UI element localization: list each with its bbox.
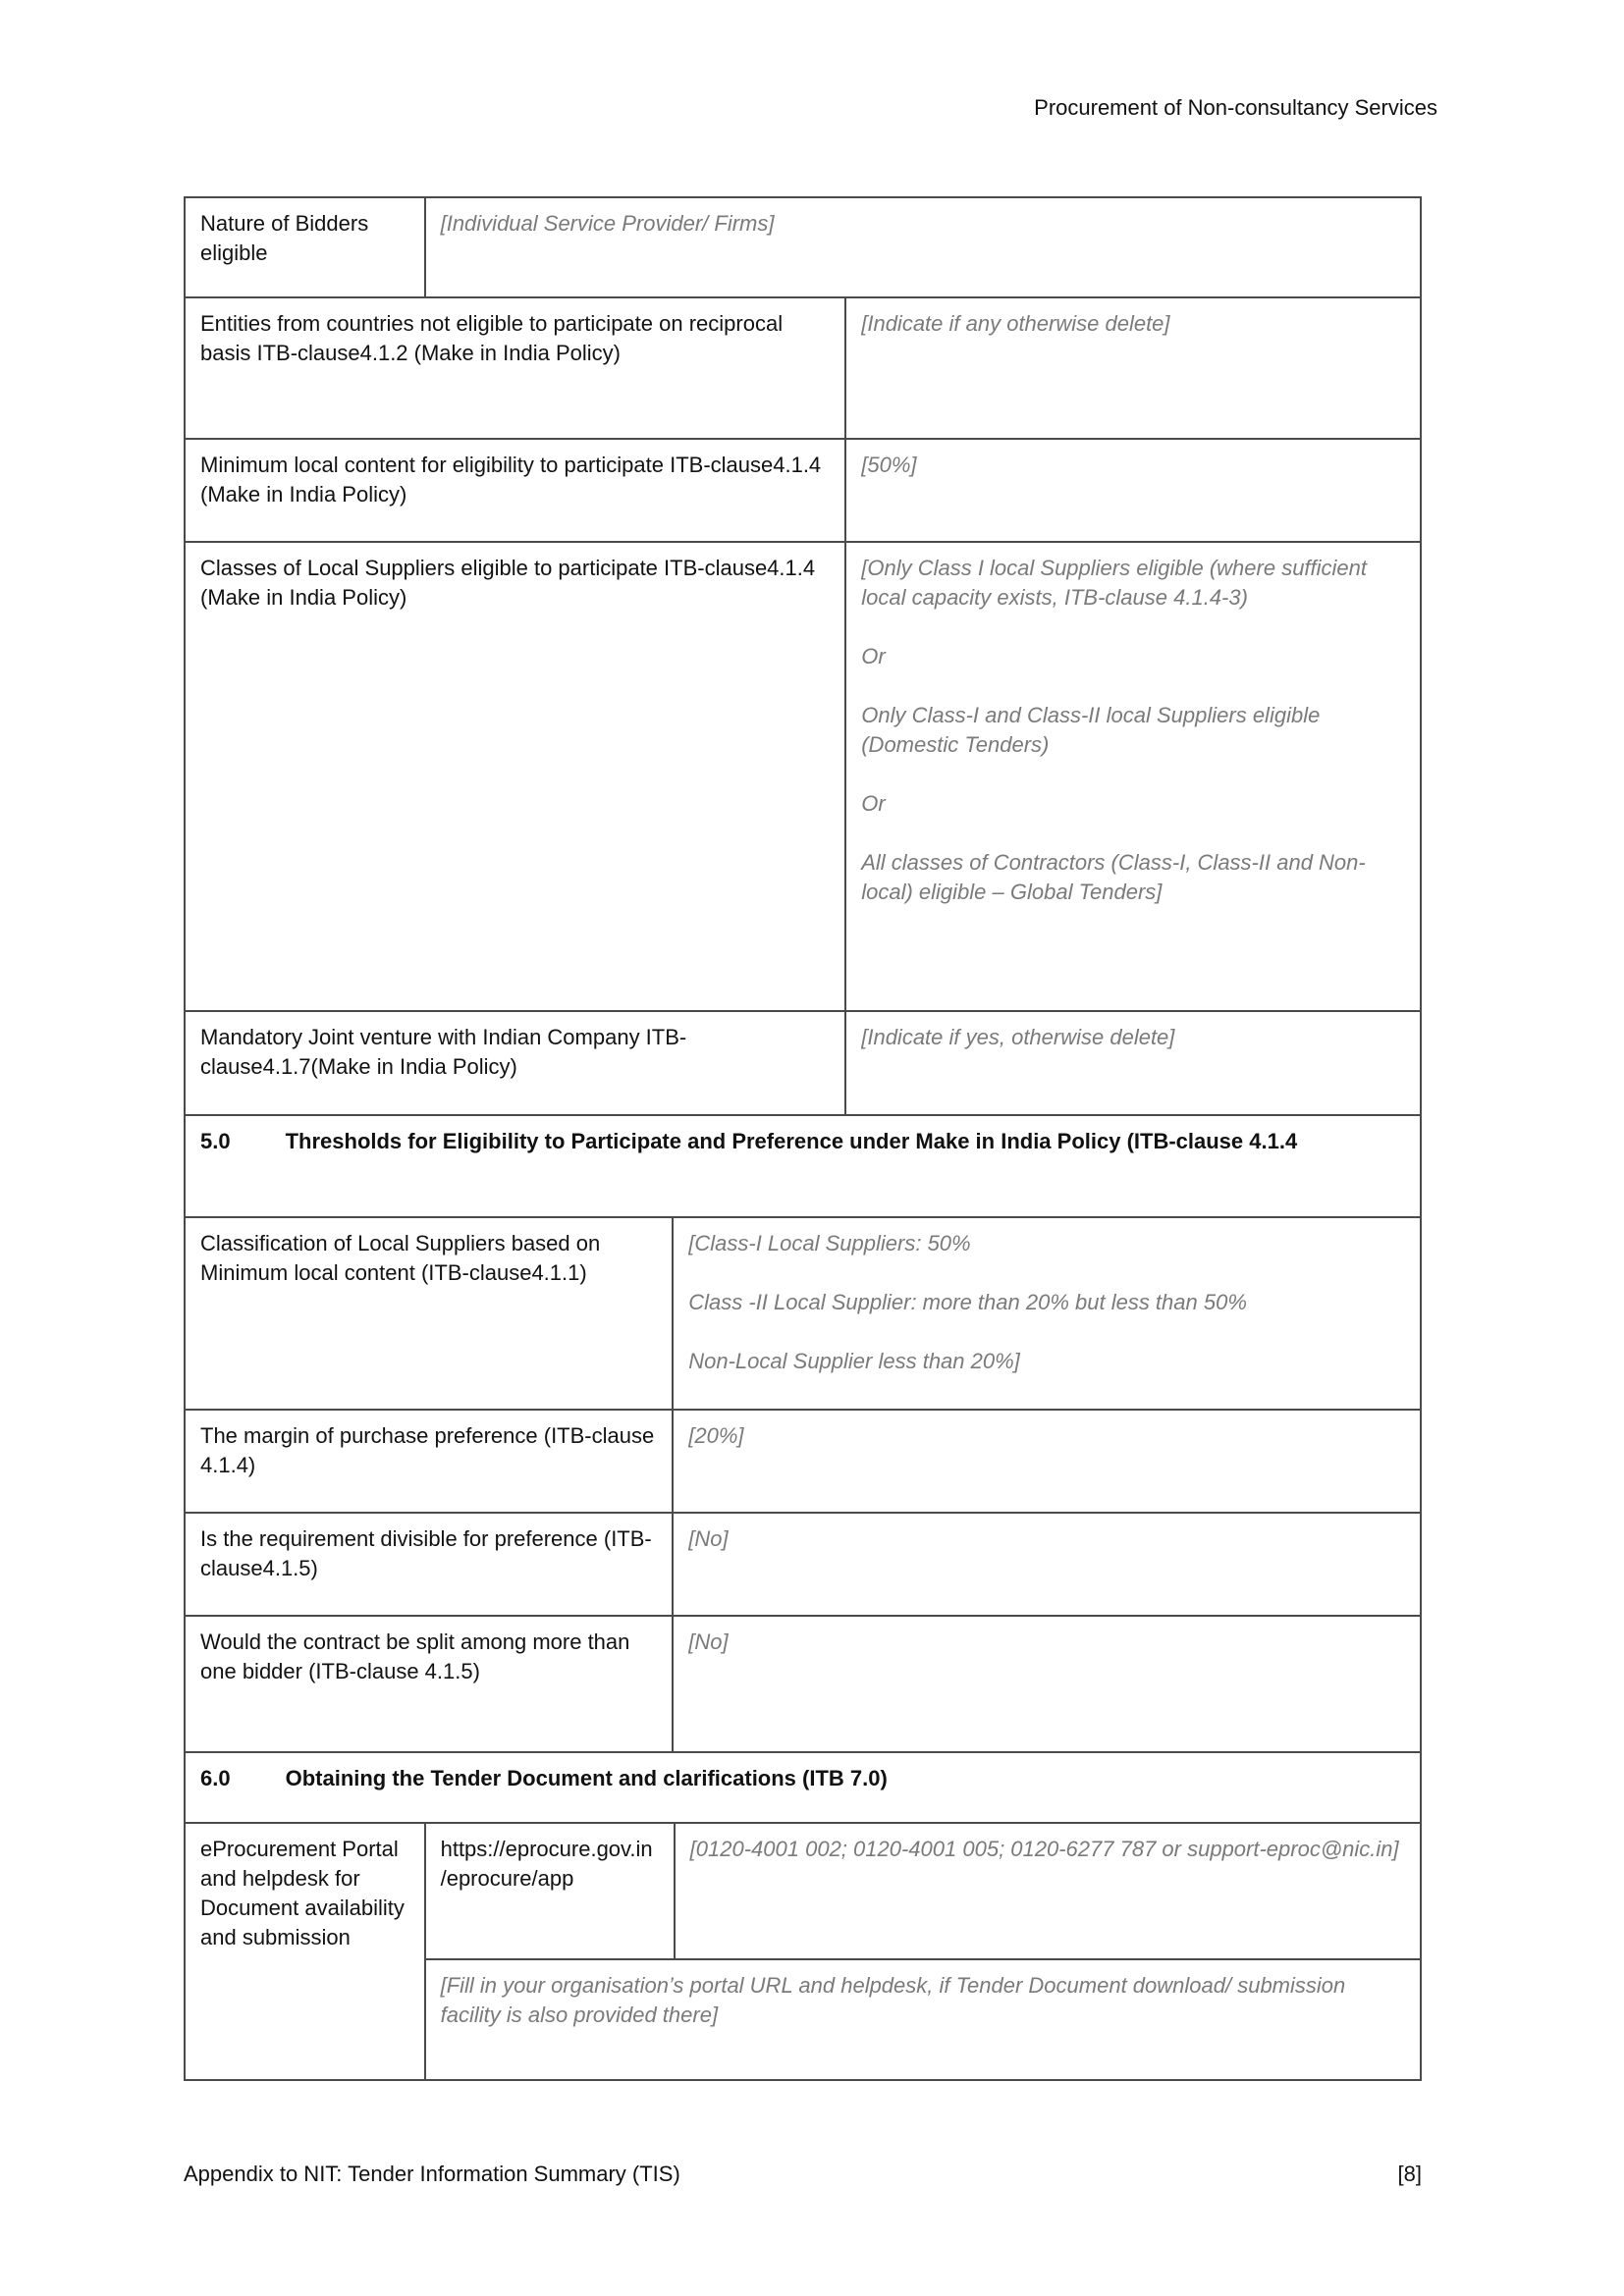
section-5-title: Thresholds for Eligibility to Participate and Preference under Make in India Policy (ITB-clause 4.1.4 bbox=[285, 1129, 1298, 1153]
nature-value: [Individual Service Provider/ Firms] bbox=[424, 198, 1420, 296]
row-section-5-header bbox=[186, 1116, 1420, 1218]
row-minimum-local-content bbox=[186, 440, 1420, 543]
section-5-number: 5.0 bbox=[200, 1129, 231, 1153]
row-entities-not-eligible bbox=[186, 298, 1420, 440]
section-5-heading bbox=[186, 1116, 1420, 1216]
margin-value: [20%] bbox=[672, 1411, 1420, 1512]
page-footer bbox=[184, 2160, 1422, 2189]
section-6-title: Obtaining the Tender Document and clarifications (ITB 7.0) bbox=[285, 1766, 888, 1790]
classification-line-1: [Class-I Local Suppliers: 50% bbox=[688, 1231, 971, 1255]
footer-appendix-text: Appendix to NIT: Tender Information Summary (TIS) bbox=[184, 2162, 680, 2186]
entities-value: [Indicate if any otherwise delete] bbox=[844, 298, 1420, 438]
classes-option-3: All classes of Contractors (Class-I, Class-II and Non-local) eligible – Global Tenders] bbox=[861, 850, 1366, 904]
split-label: Would the contract be split among more than one bidder (ITB-clause 4.1.5) bbox=[200, 1629, 630, 1683]
row-margin-purchase-preference bbox=[186, 1411, 1420, 1514]
split-value: [No] bbox=[672, 1617, 1420, 1751]
section-6-heading bbox=[186, 1753, 1420, 1822]
classification-line-3: Non-Local Supplier less than 20%] bbox=[688, 1349, 1020, 1373]
row-classes-of-local-suppliers bbox=[186, 543, 1420, 1012]
eprocurement-label: eProcurement Portal and helpdesk for Document availability and submission bbox=[200, 1837, 405, 1949]
classes-or-1: Or bbox=[861, 644, 886, 668]
footer-page-number: [8] bbox=[1397, 2162, 1422, 2186]
divisible-value: [No] bbox=[672, 1514, 1420, 1615]
classes-option-2: Only Class-I and Class-II local Suppliers eligible (Domestic Tenders) bbox=[861, 703, 1321, 757]
margin-label: The margin of purchase preference (ITB-clause 4.1.4) bbox=[200, 1423, 655, 1477]
classes-label: Classes of Local Suppliers eligible to participate ITB-clause4.1.4 (Make in India Policy) bbox=[200, 556, 816, 610]
row-classification-local-suppliers bbox=[186, 1218, 1420, 1411]
eprocurement-portal-url: https://eprocure.gov.in/eprocure/app bbox=[440, 1837, 653, 1891]
row-contract-split bbox=[186, 1617, 1420, 1753]
classes-or-2: Or bbox=[861, 791, 886, 816]
classes-value bbox=[844, 543, 1420, 1010]
classification-value bbox=[672, 1218, 1420, 1409]
tender-information-summary-table bbox=[184, 196, 1422, 2081]
row-requirement-divisible bbox=[186, 1514, 1420, 1617]
row-eprocurement-portal bbox=[186, 1824, 1420, 2079]
row-mandatory-joint-venture bbox=[186, 1012, 1420, 1116]
min-local-label: Minimum local content for eligibility to participate ITB-clause4.1.4 (Make in India Policy) bbox=[200, 453, 822, 507]
joint-venture-value: [Indicate if yes, otherwise delete] bbox=[844, 1012, 1420, 1114]
classification-line-2: Class -II Local Supplier: more than 20% but less than 50% bbox=[688, 1290, 1247, 1314]
min-local-value: [50%] bbox=[844, 440, 1420, 541]
classification-label: Classification of Local Suppliers based on Minimum local content (ITB-clause4.1.1) bbox=[200, 1231, 601, 1285]
eprocurement-details bbox=[424, 1824, 1420, 2079]
eprocurement-helpdesk: [0120-4001 002; 0120-4001 005; 0120-6277 787 or support-eproc@nic.in] bbox=[674, 1824, 1420, 1958]
row-nature-of-bidders bbox=[186, 198, 1420, 298]
entities-label: Entities from countries not eligible to participate on reciprocal basis ITB-clause4.1.2 (Make in India Policy) bbox=[200, 311, 784, 365]
divisible-label: Is the requirement divisible for preference (ITB-clause4.1.5) bbox=[200, 1526, 652, 1580]
page-header-title: Procurement of Non-consultancy Services bbox=[1034, 95, 1437, 120]
eprocurement-top-row bbox=[426, 1824, 1420, 1960]
eprocurement-note: [Fill in your organisation’s portal URL and helpdesk, if Tender Document download/ submission facility is also provided there] bbox=[440, 1973, 1346, 2027]
joint-venture-label: Mandatory Joint venture with Indian Company ITB-clause4.1.7(Make in India Policy) bbox=[200, 1025, 687, 1079]
section-6-number: 6.0 bbox=[200, 1766, 231, 1790]
row-section-6-header bbox=[186, 1753, 1420, 1824]
nature-label: Nature of Bidders eligible bbox=[200, 211, 369, 265]
classes-option-1: [Only Class I local Suppliers eligible (where sufficient local capacity exists, ITB-clause 4.1.4-3) bbox=[861, 556, 1368, 610]
